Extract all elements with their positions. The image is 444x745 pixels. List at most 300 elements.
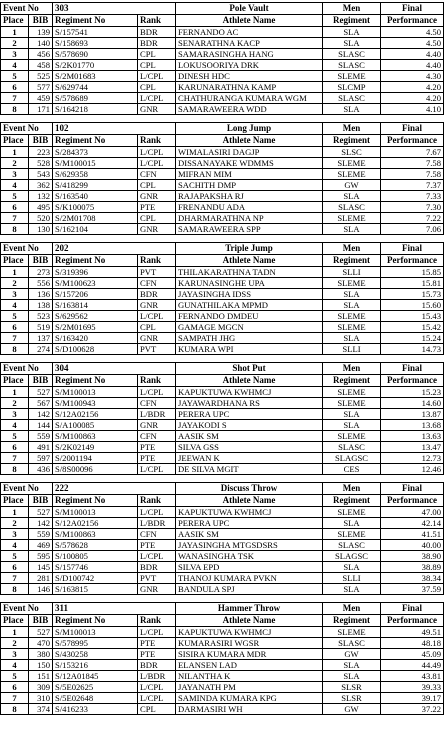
- table-spacer: [0, 115, 444, 122]
- performance-cell: 13.87: [381, 409, 444, 420]
- performance-cell: 39.17: [381, 693, 444, 704]
- table-row: [1, 464, 444, 475]
- table-row: [1, 289, 444, 300]
- performance-cell: 4.20: [381, 82, 444, 93]
- place-cell: 6: [1, 562, 29, 573]
- regiment-cell: SLASC: [323, 93, 381, 104]
- place-cell: 2: [1, 398, 29, 409]
- column-header: Rank: [138, 375, 176, 387]
- performance-cell: 15.43: [381, 311, 444, 322]
- performance-cell: 4.20: [381, 93, 444, 104]
- performance-cell: 4.40: [381, 60, 444, 71]
- performance-cell: 15.60: [381, 300, 444, 311]
- column-header: Performance: [381, 615, 444, 627]
- rank-cell: L/CPL: [138, 147, 176, 158]
- place-cell: 5: [1, 431, 29, 442]
- table-row: [1, 202, 444, 213]
- column-header: Performance: [381, 375, 444, 387]
- performance-cell: 38.89: [381, 562, 444, 573]
- rank-cell: CPL: [138, 82, 176, 93]
- regiment-cell: SLEME: [323, 398, 381, 409]
- column-header: Regiment: [323, 495, 381, 507]
- event-no-label: Event No: [1, 603, 53, 615]
- bib-cell: 142: [29, 409, 53, 420]
- place-cell: 5: [1, 311, 29, 322]
- regiment-cell: SLA: [323, 333, 381, 344]
- table-row: [1, 573, 444, 584]
- bib-cell: 144: [29, 420, 53, 431]
- place-cell: 7: [1, 453, 29, 464]
- rank-cell: CPL: [138, 49, 176, 60]
- performance-cell: 43.81: [381, 671, 444, 682]
- event-header-row: [1, 603, 444, 615]
- column-header: Athlete Name: [176, 135, 323, 147]
- bib-cell: 528: [29, 158, 53, 169]
- performance-cell: 38.90: [381, 551, 444, 562]
- bib-cell: 380: [29, 649, 53, 660]
- column-header: Regiment No: [53, 375, 138, 387]
- event-table: [0, 362, 444, 475]
- column-header: Rank: [138, 495, 176, 507]
- regiment-cell: SLASC: [323, 442, 381, 453]
- bib-cell: 527: [29, 507, 53, 518]
- performance-cell: 4.40: [381, 49, 444, 60]
- rank-cell: L/CPL: [138, 551, 176, 562]
- round-label: Final: [381, 483, 444, 495]
- regiment-cell: SLEME: [323, 627, 381, 638]
- bib-cell: 136: [29, 289, 53, 300]
- bib-cell: 458: [29, 60, 53, 71]
- column-header: Regiment: [323, 15, 381, 27]
- column-header: Rank: [138, 15, 176, 27]
- event-no-label: Event No: [1, 363, 53, 375]
- rank-cell: GNR: [138, 224, 176, 235]
- table-row: [1, 453, 444, 464]
- regiment-no-cell: S/12A02156: [53, 409, 138, 420]
- column-header: Performance: [381, 135, 444, 147]
- rank-cell: GNR: [138, 300, 176, 311]
- rank-cell: PTE: [138, 540, 176, 551]
- event-number: 102: [53, 123, 176, 135]
- athlete-name-cell: AASIK SM: [176, 431, 323, 442]
- table-row: [1, 507, 444, 518]
- regiment-cell: SLASC: [323, 638, 381, 649]
- column-header: BIB: [29, 15, 53, 27]
- bib-cell: 362: [29, 180, 53, 191]
- performance-cell: 15.85: [381, 267, 444, 278]
- regiment-no-cell: S/D100742: [53, 573, 138, 584]
- place-cell: 8: [1, 104, 29, 115]
- place-cell: 3: [1, 289, 29, 300]
- athlete-name-cell: DE SILVA MGIT: [176, 464, 323, 475]
- table-row: [1, 704, 444, 715]
- regiment-no-cell: S/163815: [53, 584, 138, 595]
- performance-cell: 42.14: [381, 518, 444, 529]
- regiment-cell: SLSR: [323, 693, 381, 704]
- rank-cell: L/CPL: [138, 93, 176, 104]
- round-label: Final: [381, 243, 444, 255]
- performance-cell: 7.33: [381, 191, 444, 202]
- regiment-no-cell: S/M100013: [53, 627, 138, 638]
- athlete-name-cell: GUNATHILAKA MPMD: [176, 300, 323, 311]
- column-header: Regiment No: [53, 255, 138, 267]
- regiment-cell: SLASC: [323, 60, 381, 71]
- athlete-name-cell: CHATHURANGA KUMARA WGM: [176, 93, 323, 104]
- column-header-row: [1, 495, 444, 507]
- regiment-cell: SLEME: [323, 431, 381, 442]
- bib-cell: 469: [29, 540, 53, 551]
- bib-cell: 556: [29, 278, 53, 289]
- column-header-row: [1, 135, 444, 147]
- athlete-name-cell: KAPUKTUWA KWHMCJ: [176, 507, 323, 518]
- event-number: 202: [53, 243, 176, 255]
- table-row: [1, 191, 444, 202]
- performance-cell: 45.09: [381, 649, 444, 660]
- place-cell: 8: [1, 224, 29, 235]
- place-cell: 2: [1, 278, 29, 289]
- event-header-row: [1, 123, 444, 135]
- place-cell: 3: [1, 649, 29, 660]
- column-header: Athlete Name: [176, 255, 323, 267]
- event-table: [0, 122, 444, 235]
- place-cell: 2: [1, 38, 29, 49]
- regiment-no-cell: S/284373: [53, 147, 138, 158]
- performance-cell: 15.24: [381, 333, 444, 344]
- place-cell: 2: [1, 518, 29, 529]
- bib-cell: 273: [29, 267, 53, 278]
- event-no-label: Event No: [1, 243, 53, 255]
- column-header: BIB: [29, 255, 53, 267]
- table-row: [1, 551, 444, 562]
- table-spacer: [0, 595, 444, 602]
- table-row: [1, 387, 444, 398]
- column-header: BIB: [29, 495, 53, 507]
- place-cell: 2: [1, 158, 29, 169]
- rank-cell: L/BDR: [138, 671, 176, 682]
- event-no-label: Event No: [1, 483, 53, 495]
- regiment-cell: SLA: [323, 191, 381, 202]
- column-header-row: [1, 375, 444, 387]
- regiment-cell: SLA: [323, 660, 381, 671]
- performance-cell: 13.68: [381, 420, 444, 431]
- place-cell: 7: [1, 213, 29, 224]
- table-row: [1, 82, 444, 93]
- rank-cell: GNR: [138, 104, 176, 115]
- event-title: Pole Vault: [176, 3, 323, 15]
- regiment-no-cell: S/319396: [53, 267, 138, 278]
- place-cell: 1: [1, 507, 29, 518]
- regiment-no-cell: S/M100863: [53, 431, 138, 442]
- rank-cell: CPL: [138, 213, 176, 224]
- athlete-name-cell: SAMARAWEERA SPP: [176, 224, 323, 235]
- athlete-name-cell: FERNANDO AC: [176, 27, 323, 38]
- regiment-no-cell: S/578690: [53, 49, 138, 60]
- column-header: BIB: [29, 135, 53, 147]
- event-title: Hammer Throw: [176, 603, 323, 615]
- athlete-name-cell: SAMPATH JHG: [176, 333, 323, 344]
- event-header-row: [1, 3, 444, 15]
- table-row: [1, 213, 444, 224]
- regiment-no-cell: S/629358: [53, 169, 138, 180]
- regiment-no-cell: S/D100628: [53, 344, 138, 355]
- athlete-name-cell: DISSANAYAKE WDMMS: [176, 158, 323, 169]
- event-title: Discuss Throw: [176, 483, 323, 495]
- athlete-name-cell: SAMINDA KUMARA KPG: [176, 693, 323, 704]
- performance-cell: 41.51: [381, 529, 444, 540]
- event-table: [0, 242, 444, 355]
- regiment-no-cell: S/M100015: [53, 158, 138, 169]
- athlete-name-cell: JAYAKODI S: [176, 420, 323, 431]
- athlete-name-cell: FRENANDU ADA: [176, 202, 323, 213]
- performance-cell: 7.67: [381, 147, 444, 158]
- regiment-no-cell: S/2001194: [53, 453, 138, 464]
- bib-cell: 470: [29, 638, 53, 649]
- performance-cell: 39.33: [381, 682, 444, 693]
- performance-cell: 15.81: [381, 278, 444, 289]
- category-label: Men: [323, 483, 381, 495]
- rank-cell: L/CPL: [138, 464, 176, 475]
- rank-cell: L/CPL: [138, 158, 176, 169]
- athlete-name-cell: LOKUSOORIYA DRK: [176, 60, 323, 71]
- regiment-no-cell: S/8S00096: [53, 464, 138, 475]
- category-label: Men: [323, 243, 381, 255]
- regiment-cell: SLA: [323, 671, 381, 682]
- bib-cell: 142: [29, 518, 53, 529]
- results-sheet: [0, 2, 444, 715]
- bib-cell: 577: [29, 82, 53, 93]
- rank-cell: BDR: [138, 27, 176, 38]
- regiment-no-cell: S/578995: [53, 638, 138, 649]
- table-row: [1, 158, 444, 169]
- event-number: 222: [53, 483, 176, 495]
- performance-cell: 4.30: [381, 71, 444, 82]
- regiment-no-cell: S/M100013: [53, 387, 138, 398]
- table-row: [1, 671, 444, 682]
- regiment-cell: SLA: [323, 104, 381, 115]
- rank-cell: BDR: [138, 562, 176, 573]
- place-cell: 5: [1, 71, 29, 82]
- regiment-no-cell: S/12A01845: [53, 671, 138, 682]
- regiment-no-cell: S/2M01708: [53, 213, 138, 224]
- regiment-cell: SLCMP: [323, 82, 381, 93]
- table-row: [1, 278, 444, 289]
- column-header-row: [1, 15, 444, 27]
- table-row: [1, 431, 444, 442]
- athlete-name-cell: KAPUKTUWA KWHMCJ: [176, 627, 323, 638]
- column-header: BIB: [29, 615, 53, 627]
- bib-cell: 595: [29, 551, 53, 562]
- performance-cell: 48.18: [381, 638, 444, 649]
- column-header: Athlete Name: [176, 615, 323, 627]
- column-header: Place: [1, 495, 29, 507]
- place-cell: 4: [1, 660, 29, 671]
- bib-cell: 559: [29, 431, 53, 442]
- athlete-name-cell: PERERA UPC: [176, 518, 323, 529]
- rank-cell: L/CPL: [138, 71, 176, 82]
- round-label: Final: [381, 123, 444, 135]
- regiment-cell: SLLI: [323, 573, 381, 584]
- regiment-cell: SLA: [323, 289, 381, 300]
- athlete-name-cell: SILVA EPD: [176, 562, 323, 573]
- bib-cell: 139: [29, 27, 53, 38]
- place-cell: 4: [1, 60, 29, 71]
- table-row: [1, 442, 444, 453]
- bib-cell: 310: [29, 693, 53, 704]
- rank-cell: L/BDR: [138, 518, 176, 529]
- table-row: [1, 682, 444, 693]
- category-label: Men: [323, 123, 381, 135]
- event-table: [0, 602, 444, 715]
- round-label: Final: [381, 363, 444, 375]
- table-row: [1, 529, 444, 540]
- regiment-no-cell: S/5E02625: [53, 682, 138, 693]
- bib-cell: 374: [29, 704, 53, 715]
- place-cell: 8: [1, 344, 29, 355]
- bib-cell: 146: [29, 584, 53, 595]
- athlete-name-cell: KAPUKTUWA KWHMCJ: [176, 387, 323, 398]
- performance-cell: 13.63: [381, 431, 444, 442]
- rank-cell: GNR: [138, 191, 176, 202]
- place-cell: 5: [1, 671, 29, 682]
- performance-cell: 40.00: [381, 540, 444, 551]
- place-cell: 4: [1, 420, 29, 431]
- regiment-no-cell: S/163420: [53, 333, 138, 344]
- column-header: Performance: [381, 15, 444, 27]
- rank-cell: CFN: [138, 398, 176, 409]
- regiment-no-cell: S/2M01683: [53, 71, 138, 82]
- regiment-cell: SLSR: [323, 682, 381, 693]
- table-row: [1, 311, 444, 322]
- table-row: [1, 660, 444, 671]
- column-header: Athlete Name: [176, 15, 323, 27]
- column-header: Performance: [381, 255, 444, 267]
- bib-cell: 137: [29, 333, 53, 344]
- bib-cell: 543: [29, 169, 53, 180]
- performance-cell: 38.34: [381, 573, 444, 584]
- table-row: [1, 562, 444, 573]
- athlete-name-cell: SISIRA KUMARA MDR: [176, 649, 323, 660]
- bib-cell: 523: [29, 311, 53, 322]
- rank-cell: PTE: [138, 453, 176, 464]
- event-title: Long Jump: [176, 123, 323, 135]
- table-row: [1, 180, 444, 191]
- column-header: Athlete Name: [176, 375, 323, 387]
- bib-cell: 150: [29, 660, 53, 671]
- rank-cell: BDR: [138, 38, 176, 49]
- rank-cell: PVT: [138, 267, 176, 278]
- regiment-cell: SLA: [323, 518, 381, 529]
- athlete-name-cell: DHARMARATHNA NP: [176, 213, 323, 224]
- bib-cell: 525: [29, 71, 53, 82]
- bib-cell: 436: [29, 464, 53, 475]
- rank-cell: CPL: [138, 60, 176, 71]
- table-row: [1, 627, 444, 638]
- performance-cell: 7.30: [381, 202, 444, 213]
- bib-cell: 138: [29, 300, 53, 311]
- performance-cell: 15.23: [381, 387, 444, 398]
- column-header: Place: [1, 375, 29, 387]
- athlete-name-cell: NILANTHA K: [176, 671, 323, 682]
- performance-cell: 7.37: [381, 180, 444, 191]
- event-title: Shot Put: [176, 363, 323, 375]
- regiment-no-cell: S/163814: [53, 300, 138, 311]
- rank-cell: PVT: [138, 573, 176, 584]
- place-cell: 1: [1, 267, 29, 278]
- place-cell: 5: [1, 551, 29, 562]
- bib-cell: 459: [29, 93, 53, 104]
- athlete-name-cell: SILVA GSS: [176, 442, 323, 453]
- regiment-no-cell: S/153216: [53, 660, 138, 671]
- athlete-name-cell: ELANSEN LAD: [176, 660, 323, 671]
- athlete-name-cell: KUMARASIRI WGSR: [176, 638, 323, 649]
- bib-cell: 171: [29, 104, 53, 115]
- bib-cell: 559: [29, 529, 53, 540]
- bib-cell: 456: [29, 49, 53, 60]
- regiment-no-cell: S/163540: [53, 191, 138, 202]
- performance-cell: 12.46: [381, 464, 444, 475]
- performance-cell: 14.60: [381, 398, 444, 409]
- athlete-name-cell: SAMARAWEERA WDD: [176, 104, 323, 115]
- regiment-no-cell: S/K100075: [53, 202, 138, 213]
- regiment-cell: SLA: [323, 409, 381, 420]
- rank-cell: CFN: [138, 529, 176, 540]
- regiment-cell: SLEME: [323, 278, 381, 289]
- event-table: [0, 2, 444, 115]
- performance-cell: 12.73: [381, 453, 444, 464]
- regiment-cell: SLSC: [323, 147, 381, 158]
- table-spacer: [0, 355, 444, 362]
- table-spacer: [0, 235, 444, 242]
- performance-cell: 15.73: [381, 289, 444, 300]
- rank-cell: CPL: [138, 322, 176, 333]
- regiment-no-cell: S/430258: [53, 649, 138, 660]
- rank-cell: L/CPL: [138, 693, 176, 704]
- athlete-name-cell: JAYASINGHA IDSS: [176, 289, 323, 300]
- event-table: [0, 482, 444, 595]
- athlete-name-cell: SACHITH DMP: [176, 180, 323, 191]
- regiment-no-cell: S/157206: [53, 289, 138, 300]
- rank-cell: GNR: [138, 333, 176, 344]
- event-header-row: [1, 243, 444, 255]
- rank-cell: PTE: [138, 442, 176, 453]
- rank-cell: PTE: [138, 638, 176, 649]
- table-row: [1, 540, 444, 551]
- athlete-name-cell: SENARATHNA KACP: [176, 38, 323, 49]
- athlete-name-cell: GAMAGE MGCN: [176, 322, 323, 333]
- regiment-cell: SLEME: [323, 322, 381, 333]
- regiment-cell: SLASC: [323, 202, 381, 213]
- table-row: [1, 300, 444, 311]
- regiment-cell: SLA: [323, 224, 381, 235]
- table-row: [1, 649, 444, 660]
- regiment-no-cell: S/2K02149: [53, 442, 138, 453]
- place-cell: 3: [1, 49, 29, 60]
- table-row: [1, 60, 444, 71]
- bib-cell: 130: [29, 224, 53, 235]
- place-cell: 5: [1, 191, 29, 202]
- table-spacer: [0, 475, 444, 482]
- performance-cell: 44.49: [381, 660, 444, 671]
- regiment-no-cell: S/M100013: [53, 507, 138, 518]
- regiment-no-cell: S/418299: [53, 180, 138, 191]
- performance-cell: 15.42: [381, 322, 444, 333]
- bib-cell: 223: [29, 147, 53, 158]
- regiment-no-cell: S/5E02648: [53, 693, 138, 704]
- event-no-label: Event No: [1, 3, 53, 15]
- rank-cell: L/CPL: [138, 507, 176, 518]
- column-header: Rank: [138, 255, 176, 267]
- place-cell: 6: [1, 82, 29, 93]
